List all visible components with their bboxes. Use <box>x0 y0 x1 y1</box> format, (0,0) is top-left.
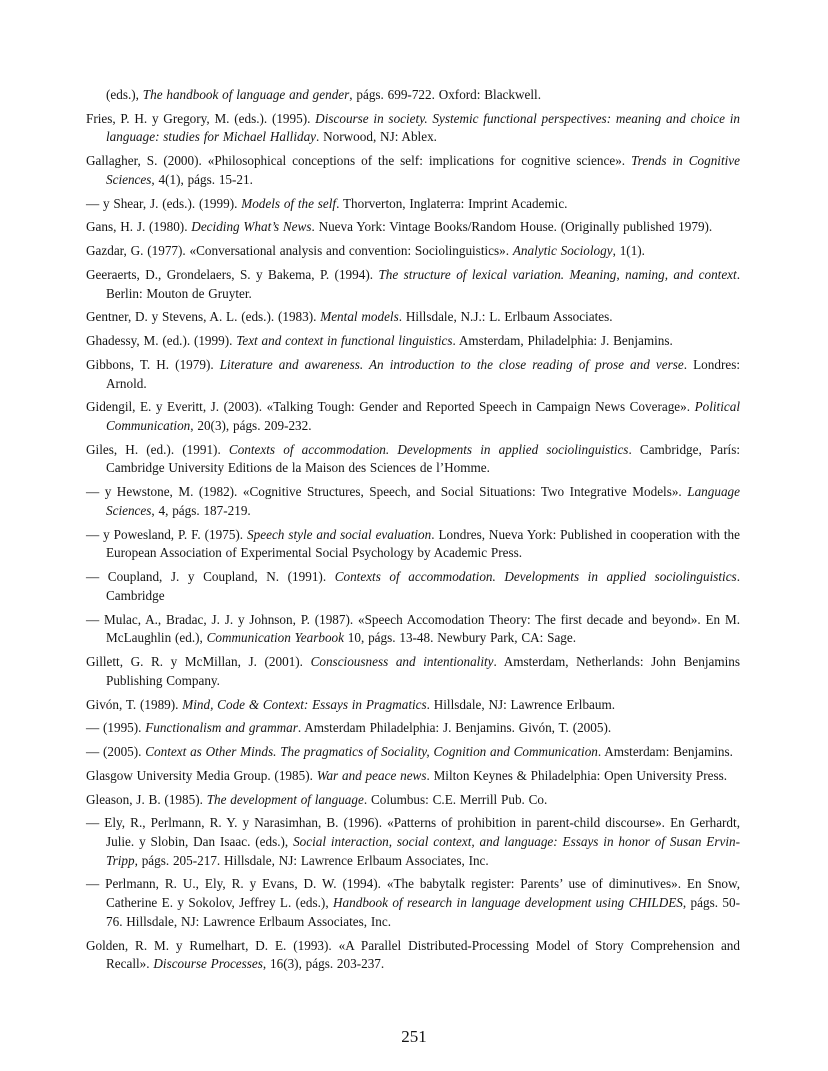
reference-text: (eds.), <box>106 87 143 102</box>
reference-entry <box>86 568 740 605</box>
reference-text: . Hillsdale, N.J.: L. Erlbaum Associates. <box>398 309 613 325</box>
reference-title-italic: Social interaction, social context, and language: Essays in honor of Susan Ervin-Tripp <box>106 833 740 868</box>
reference-title-italic: Mind, Code & Context: Essays in Pragmatics <box>182 696 427 712</box>
reference-text: , págs. 50-76. Hillsdale, NJ: Lawrence Erlbaum Associates, Inc. <box>106 895 740 929</box>
reference-text: . Amsterdam Philadelphia: J. Benjamins. Givón, T. (2005). <box>297 720 612 736</box>
reference-text: Gidengil, E. y Everitt, J. (2003). «Talking Tough: Gender and Reported Speech in Campaign News Coverage». <box>86 399 695 415</box>
reference-entry <box>86 195 740 214</box>
reference-text: — Coupland, J. y Coupland, N. (1991). <box>86 569 335 585</box>
reference-text: Gibbons, T. H. (1979). <box>86 356 220 372</box>
reference-text: — y Hewstone, M. (1982). «Cognitive Structures, Speech, and Social Situations: Two Integrative Models». <box>86 484 688 500</box>
reference-text: Gillett, G. R. y McMillan, J. (2001). <box>86 654 311 670</box>
reference-text: — y Shear, J. (eds.). (1999). <box>86 195 242 211</box>
reference-title-italic: Handbook of research in language development using CHILDES <box>333 895 683 911</box>
reference-entry <box>86 218 740 237</box>
reference-entry <box>86 611 740 648</box>
reference-text: Gazdar, G. (1977). «Conversational analysis and convention: Sociolinguistics». <box>86 243 513 259</box>
reference-entry <box>86 767 740 786</box>
reference-text: , págs. 205-217. Hillsdale, NJ: Lawrence Erlbaum Associates, Inc. <box>134 852 489 868</box>
reference-title-italic: War and peace news <box>316 767 427 783</box>
reference-text: . Londres, Nueva York: Published in cooperation with the European Association of Experimental Social Psychology by Academic Press. <box>106 526 741 561</box>
reference-title-italic: Consciousness and intentionality <box>310 654 494 670</box>
reference-title-italic: Discourse Processes <box>153 956 263 972</box>
reference-title-italic: Analytic Sociology <box>512 243 613 259</box>
reference-text: . Nueva York: Vintage Books/Random House. (Originally published 1979). <box>311 219 713 235</box>
reference-entry <box>86 696 740 715</box>
reference-entry <box>86 526 740 563</box>
reference-text: . Hillsdale, NJ: Lawrence Erlbaum. <box>426 696 616 712</box>
reference-text: Gleason, J. B. (1985). <box>86 791 207 807</box>
reference-text: Fries, P. H. y Gregory, M. (eds.). (1995). <box>86 110 316 126</box>
reference-text: , 4, págs. 187-219. <box>151 502 251 518</box>
reference-text: Golden, R. M. y Rumelhart, D. E. (1993). «A Parallel Distributed-Processing Model of Story Comprehension and Recall». <box>86 937 740 972</box>
reference-title-italic: Contexts of accommodation. Developments in applied sociolinguistics <box>228 441 629 457</box>
reference-text: , págs. 699-722. Oxford: Blackwell. <box>349 87 541 102</box>
reference-title-italic: Deciding What’s News <box>191 219 312 235</box>
reference-text: Gallagher, S. (2000). «Philosophical conceptions of the self: implications for cognitive science». <box>86 153 632 169</box>
reference-text: Glasgow University Media Group. (1985). <box>86 767 317 783</box>
reference-title-italic: Functionalism and grammar <box>145 720 298 736</box>
reference-text: . Amsterdam, Philadelphia: J. Benjamins. <box>452 333 673 349</box>
reference-text: — Perlmann, R. U., Ely, R. y Evans, D. W. (1994). «The babytalk register: Parents’ use of diminutives». En Snow, Catherine E. y Sokolov, Jeffrey L. (eds.), <box>86 876 740 911</box>
reference-title-italic: Text and context in functional linguistics <box>236 333 453 349</box>
reference-text: , 1(1). <box>612 243 645 259</box>
reference-title-italic: Mental models <box>320 309 399 325</box>
reference-text: Gentner, D. y Stevens, A. L. (eds.). (1983). <box>86 309 321 325</box>
reference-entry <box>86 937 740 974</box>
reference-text: Ghadessy, M. (ed.). (1999). <box>86 333 237 349</box>
reference-entry <box>86 332 740 351</box>
reference-text: — y Powesland, P. F. (1975). <box>86 526 248 542</box>
bibliography-section <box>86 86 740 979</box>
reference-text: Gans, H. J. (1980). <box>86 219 192 235</box>
reference-title-italic: Communication Yearbook <box>206 630 344 646</box>
reference-entry <box>86 86 740 105</box>
reference-text: — (1995). <box>86 720 146 736</box>
reference-entry <box>86 308 740 327</box>
reference-title-italic: The development of language <box>206 791 364 807</box>
reference-text: 10, págs. 13-48. Newbury Park, CA: Sage. <box>344 630 577 646</box>
reference-text: . Londres: Arnold. <box>106 356 740 391</box>
reference-text: — (2005). <box>86 744 146 760</box>
reference-title-italic: Discourse in society. Systemic functional perspectives: meaning and choice in language: studies for Michael Halliday <box>106 110 740 145</box>
reference-text: — Mulac, A., Bradac, J. J. y Johnson, P. (1987). «Speech Accomodation Theory: The first decade and beyond». En M. McLaughlin (ed.), <box>86 611 740 646</box>
reference-text: , 16(3), págs. 203-237. <box>262 956 385 972</box>
reference-text: . Milton Keynes & Philadelphia: Open University Press. <box>426 767 728 783</box>
reference-text: . Cambridge, París: Cambridge University Editions de la Maison des Sciences de l’Homme. <box>106 441 741 476</box>
reference-title-italic: Literature and awareness. An introduction to the close reading of prose and verse <box>219 356 684 372</box>
reference-title-italic: The structure of lexical variation. Meaning, naming, and context <box>378 266 737 282</box>
reference-text: . Amsterdam: Benjamins. <box>597 744 733 760</box>
reference-title-italic: Models of the self <box>241 195 337 211</box>
reference-text: Geeraerts, D., Grondelaers, S. y Bakema, P. (1994). <box>86 266 379 282</box>
reference-entry <box>86 152 740 189</box>
page-number: 251 <box>401 1027 427 1046</box>
reference-title-italic: Contexts of accommodation. Developments in applied sociolinguistics <box>334 569 737 585</box>
reference-entry <box>86 719 740 738</box>
reference-entry <box>86 441 740 478</box>
reference-entry <box>86 110 740 147</box>
reference-entry <box>86 398 740 435</box>
reference-entry <box>86 266 740 303</box>
reference-title-italic: Speech style and social evaluation <box>247 526 432 542</box>
reference-text: . Thorverton, Inglaterra: Imprint Academic. <box>336 195 568 211</box>
reference-title-italic: The handbook of language and gender <box>142 87 350 102</box>
reference-entry <box>86 242 740 261</box>
reference-text: . Norwood, NJ: Ablex. <box>316 129 437 145</box>
reference-entry <box>86 743 740 762</box>
reference-entry <box>86 356 740 393</box>
reference-text: Giles, H. (ed.). (1991). <box>86 441 229 457</box>
reference-title-italic: Political Communication <box>106 399 740 434</box>
reference-entry <box>86 483 740 520</box>
reference-title-italic: Trends in Cognitive Sciences <box>106 153 740 187</box>
reference-text: . Amsterdam, Netherlands: John Benjamins Publishing Company. <box>106 654 740 688</box>
reference-text: , 4(1), págs. 15-21. <box>151 171 253 187</box>
reference-text: . Columbus: C.E. Merrill Pub. Co. <box>363 791 548 807</box>
reference-text: , 20(3), págs. 209-232. <box>190 418 312 434</box>
reference-list <box>86 86 740 974</box>
reference-title-italic: Context as Other Minds. The pragmatics of Sociality, Cognition and Communication <box>145 744 598 760</box>
reference-text: . Berlin: Mouton de Gruyter. <box>106 266 740 301</box>
reference-entry <box>86 814 740 870</box>
reference-entry <box>86 653 740 690</box>
reference-title-italic: Language Sciences <box>106 484 740 518</box>
reference-text: — Ely, R., Perlmann, R. Y. y Narasimhan, B. (1996). «Patterns of prohibition in parent-child discourse». En Gerhardt, Julie. y Slobin, Dan Isaac. (eds.), <box>86 815 740 849</box>
reference-text: . Cambridge <box>106 569 740 603</box>
reference-text: Givón, T. (1989). <box>86 696 183 712</box>
reference-entry <box>86 875 740 931</box>
reference-entry <box>86 791 740 810</box>
